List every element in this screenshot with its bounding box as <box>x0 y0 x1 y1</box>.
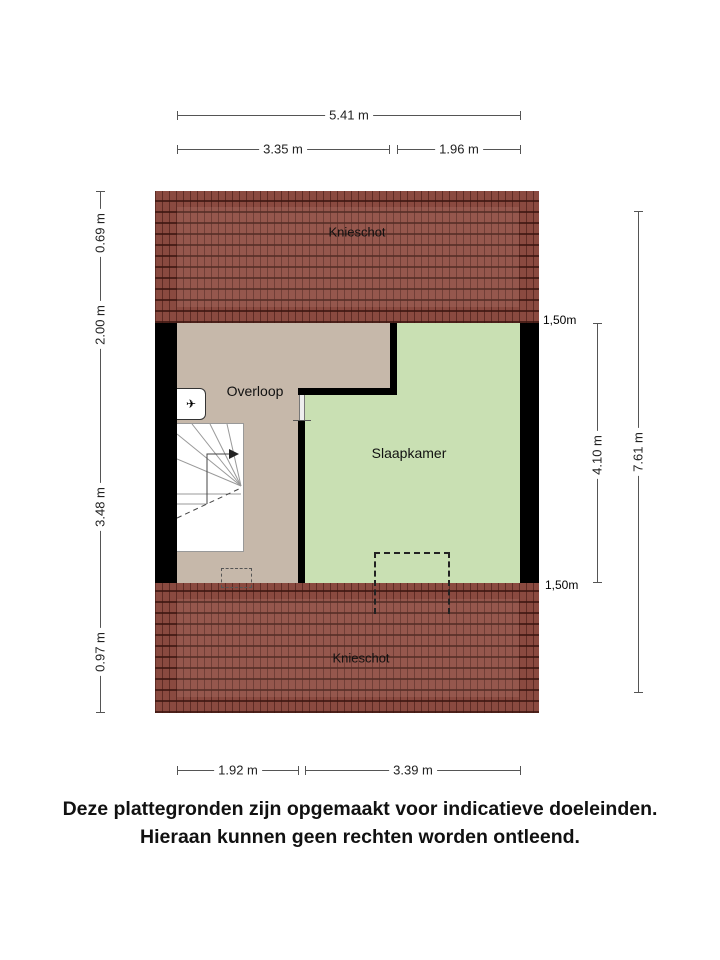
label-slaapkamer: Slaapkamer <box>371 445 447 461</box>
dimension-top-left: 3.35 m <box>259 142 307 157</box>
dimension-top-total: 5.41 m <box>325 108 373 123</box>
boiler <box>177 388 206 420</box>
staircase-lines <box>177 424 243 551</box>
disclaimer-line-2: Hieraan kunnen geen rechten worden ontleend. <box>140 826 580 848</box>
label-knieschot-top: Knieschot <box>328 224 386 240</box>
wall-left <box>155 323 177 583</box>
dimension-left-4: 0.97 m <box>93 628 108 676</box>
disclaimer-line-1: Deze plattegronden zijn opgemaakt voor indicatieve doeleinden. <box>62 798 658 820</box>
dimension-bottom-right: 3.39 m <box>389 763 437 778</box>
dimension-top-right: 1.96 m <box>435 142 483 157</box>
stair-direction-arrow-icon <box>229 449 239 459</box>
door-mark <box>293 420 311 421</box>
room-slaapkamer-upper <box>397 323 520 395</box>
dimension-left-1: 0.69 m <box>93 209 108 257</box>
boiler-icon: ✈ <box>185 397 197 411</box>
wall-inner-vertical <box>298 421 305 583</box>
label-overloop: Overloop <box>226 383 284 399</box>
height-label-bottom: 1,50m <box>545 578 579 592</box>
roof-hatch-overloop <box>221 568 252 588</box>
wall-right <box>520 323 539 583</box>
dimension-right-total: 7.61 m <box>631 428 646 476</box>
room-overloop-upper <box>305 323 390 391</box>
floor-plan <box>155 191 539 713</box>
dimension-bottom-left: 1.92 m <box>214 763 262 778</box>
roof-bottom <box>155 583 539 713</box>
door-slaapkamer[interactable] <box>299 395 305 421</box>
dimension-left-2: 2.00 m <box>93 301 108 349</box>
dimension-right-inner: 4.10 m <box>590 431 605 479</box>
label-knieschot-bottom: Knieschot <box>332 650 390 666</box>
staircase[interactable] <box>177 423 244 552</box>
wall-inner-horizontal <box>298 388 397 395</box>
roof-window-slaapkamer <box>374 552 450 614</box>
height-label-top: 1,50m <box>543 313 577 327</box>
wall-inner-vertical-top <box>390 323 397 395</box>
roof-top <box>155 191 539 323</box>
dimension-left-3: 3.48 m <box>93 483 108 531</box>
